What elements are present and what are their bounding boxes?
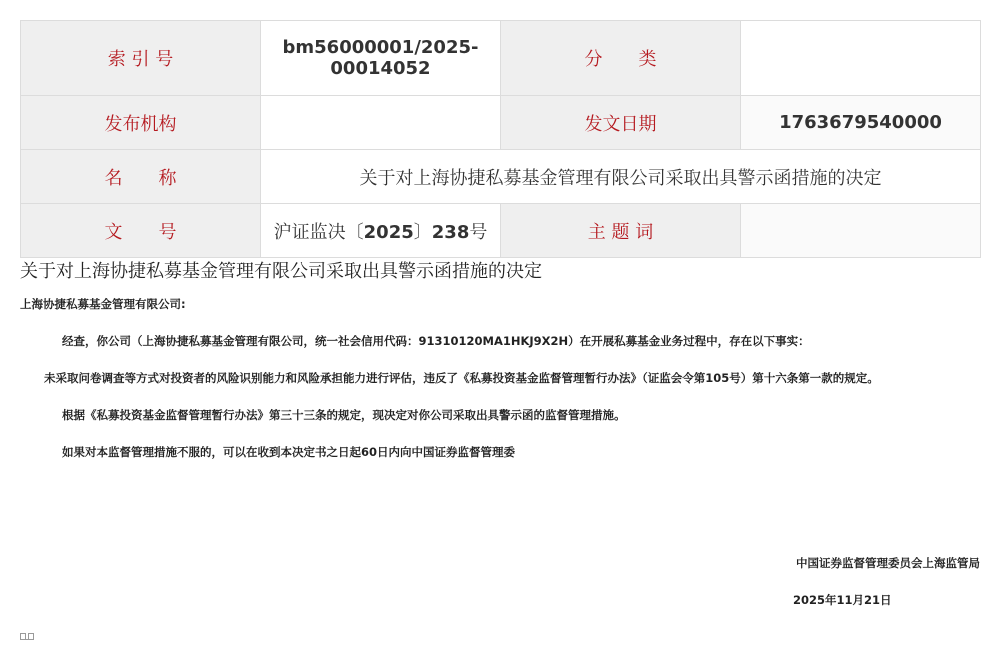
issuing-agency-label: 发布机构 xyxy=(21,96,261,150)
document-number-bracket: 〕 xyxy=(413,221,432,243)
issue-date-value: 1763679540000 xyxy=(741,96,981,150)
body-paragraph: 经查，你公司（上海协捷私募基金管理有限公司，统一社会信用代码：91310120MA1HKJ9X2H）在开展私募基金业务过程中，存在以下事实： xyxy=(62,334,810,348)
recipient: 上海协捷私募基金管理有限公司: xyxy=(20,297,186,311)
body-paragraph: 根据《私募投资基金监督管理暂行办法》第三十三条的规定，现决定对你公司采取出具警示函的监督管理措施。 xyxy=(62,408,626,422)
document-number-value xyxy=(261,204,501,258)
document-metadata-table xyxy=(20,20,981,258)
issuer-signature: 中国证券监督管理委员会上海监管局 xyxy=(796,556,980,570)
document-title: 关于对上海协捷私募基金管理有限公司采取出具警示函措施的决定 xyxy=(20,261,542,282)
metadata-row xyxy=(21,96,981,150)
metadata-row xyxy=(21,204,981,258)
body-paragraph: 如果对本监督管理措施不服的，可以在收到本决定书之日起60日内向中国证券监督管理委 xyxy=(62,445,515,459)
subject-keywords-value xyxy=(741,204,981,258)
metadata-row xyxy=(21,21,981,96)
document-number-year: 2025 xyxy=(363,221,414,243)
document-number-label: 文 号 xyxy=(21,204,261,258)
subject-keywords-label: 主 题 词 xyxy=(501,204,741,258)
issue-date-label: 发文日期 xyxy=(501,96,741,150)
category-label: 分 类 xyxy=(501,21,741,96)
issuing-agency-value xyxy=(261,96,501,150)
body-paragraph: 未采取问卷调查等方式对投资者的风险识别能力和风险承担能力进行评估，违反了《私募投资基金监督管理暂行办法》（证监会令第105号）第十六条第一款的规定。 xyxy=(44,371,879,385)
index-number-value: bm56000001/2025-00014052 xyxy=(261,21,501,96)
document-name-value: 关于对上海协捷私募基金管理有限公司采取出具警示函措施的决定 xyxy=(261,150,981,204)
document-number-prefix: 沪证监决〔 xyxy=(273,221,364,243)
document-number-serial: 238 xyxy=(431,221,470,243)
broken-image-icon xyxy=(20,633,34,641)
index-number-label: 索 引 号 xyxy=(21,21,261,96)
document-number-suffix: 号 xyxy=(469,221,488,243)
category-value xyxy=(741,21,981,96)
signature-date: 2025年11月21日 xyxy=(793,593,892,607)
metadata-row xyxy=(21,150,981,204)
document-name-label: 名 称 xyxy=(21,150,261,204)
